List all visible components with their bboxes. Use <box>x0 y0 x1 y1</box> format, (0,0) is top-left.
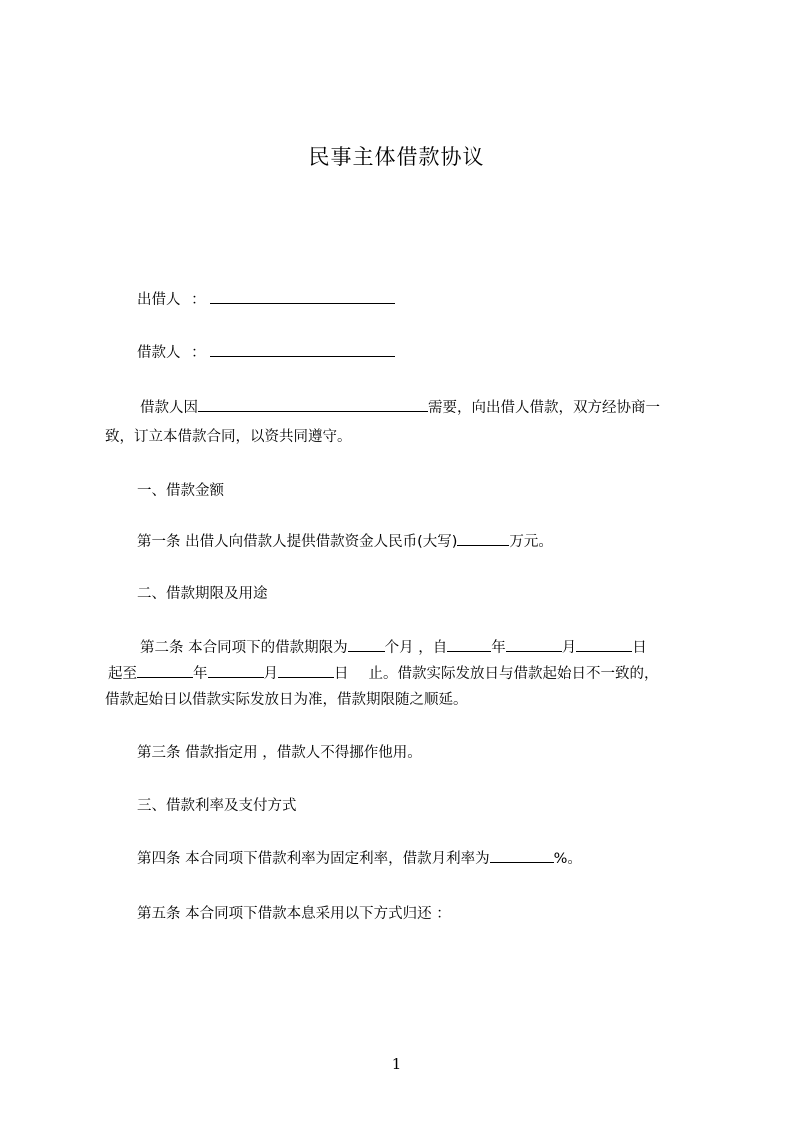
lender-blank <box>210 290 395 304</box>
end-month-blank <box>208 664 264 678</box>
lender-colon: ： <box>191 292 206 308</box>
borrower-colon: ： <box>191 345 206 361</box>
lender-line <box>137 290 395 310</box>
article5-line: 第五条 本合同项下借款本息采用以下方式归还 ： <box>137 906 451 922</box>
end-day-unit: 日 <box>334 666 349 682</box>
article2-line-1 <box>140 638 647 658</box>
purpose-prefix: 借款人因 <box>140 400 198 416</box>
article1-suffix: 万元。 <box>509 534 553 550</box>
term-months-blank <box>348 638 385 652</box>
document-title: 民事主体借款协议 <box>308 145 485 169</box>
article4-prefix: 第四条 本合同项下借款利率为固定利率，借款月利率为 <box>137 851 490 867</box>
start-year-unit: 年 <box>491 640 506 656</box>
purpose-suffix: 需要，向出借人借款，双方经协商一 <box>428 400 660 416</box>
borrower-line <box>137 343 395 363</box>
borrower-label: 借款人 <box>137 345 181 361</box>
lender-label: 出借人 <box>137 292 181 308</box>
end-year-blank <box>137 664 193 678</box>
purpose-line-1 <box>140 398 660 418</box>
start-day-blank <box>576 638 632 652</box>
article2-line2-tail: 止。借款实际发放日与借款起始日不一致的， <box>368 666 659 682</box>
article4-suffix: %。 <box>553 851 582 867</box>
borrower-blank <box>210 343 395 357</box>
article2-text-b: 个月 ，自 <box>384 640 448 656</box>
interest-rate-blank <box>490 849 554 863</box>
article2-line-2 <box>108 664 659 684</box>
start-day-unit: 日 <box>632 640 647 656</box>
amount-blank <box>457 532 509 546</box>
article1-line <box>137 532 553 552</box>
page-number: 1 <box>391 1055 402 1073</box>
start-month-unit: 月 <box>561 640 577 656</box>
start-month-blank <box>506 638 562 652</box>
purpose-line-2: 致，订立本借款合同，以资共同遵守。 <box>105 429 352 445</box>
article2-line2-prefix: 起至 <box>108 666 137 682</box>
section3-heading: 三、借款利率及支付方式 <box>137 798 297 814</box>
article2-text-a: 第二条 本合同项下的借款期限为 <box>140 640 348 656</box>
end-year-unit: 年 <box>193 666 208 682</box>
end-month-unit: 月 <box>263 666 278 682</box>
article2-line-3: 借款起始日以借款实际发放日为准，借款期限随之顺延。 <box>105 692 468 708</box>
article1-prefix: 第一条 出借人向借款人提供借款资金人民币(大写) <box>137 534 458 550</box>
section1-heading: 一、借款金额 <box>137 483 224 499</box>
end-day-blank <box>278 664 334 678</box>
start-year-blank <box>447 638 491 652</box>
article4-line <box>137 849 582 869</box>
purpose-blank <box>198 398 428 412</box>
section2-heading: 二、借款期限及用途 <box>137 586 268 602</box>
article3-line: 第三条 借款指定用 ，借款人不得挪作他用。 <box>137 745 422 761</box>
